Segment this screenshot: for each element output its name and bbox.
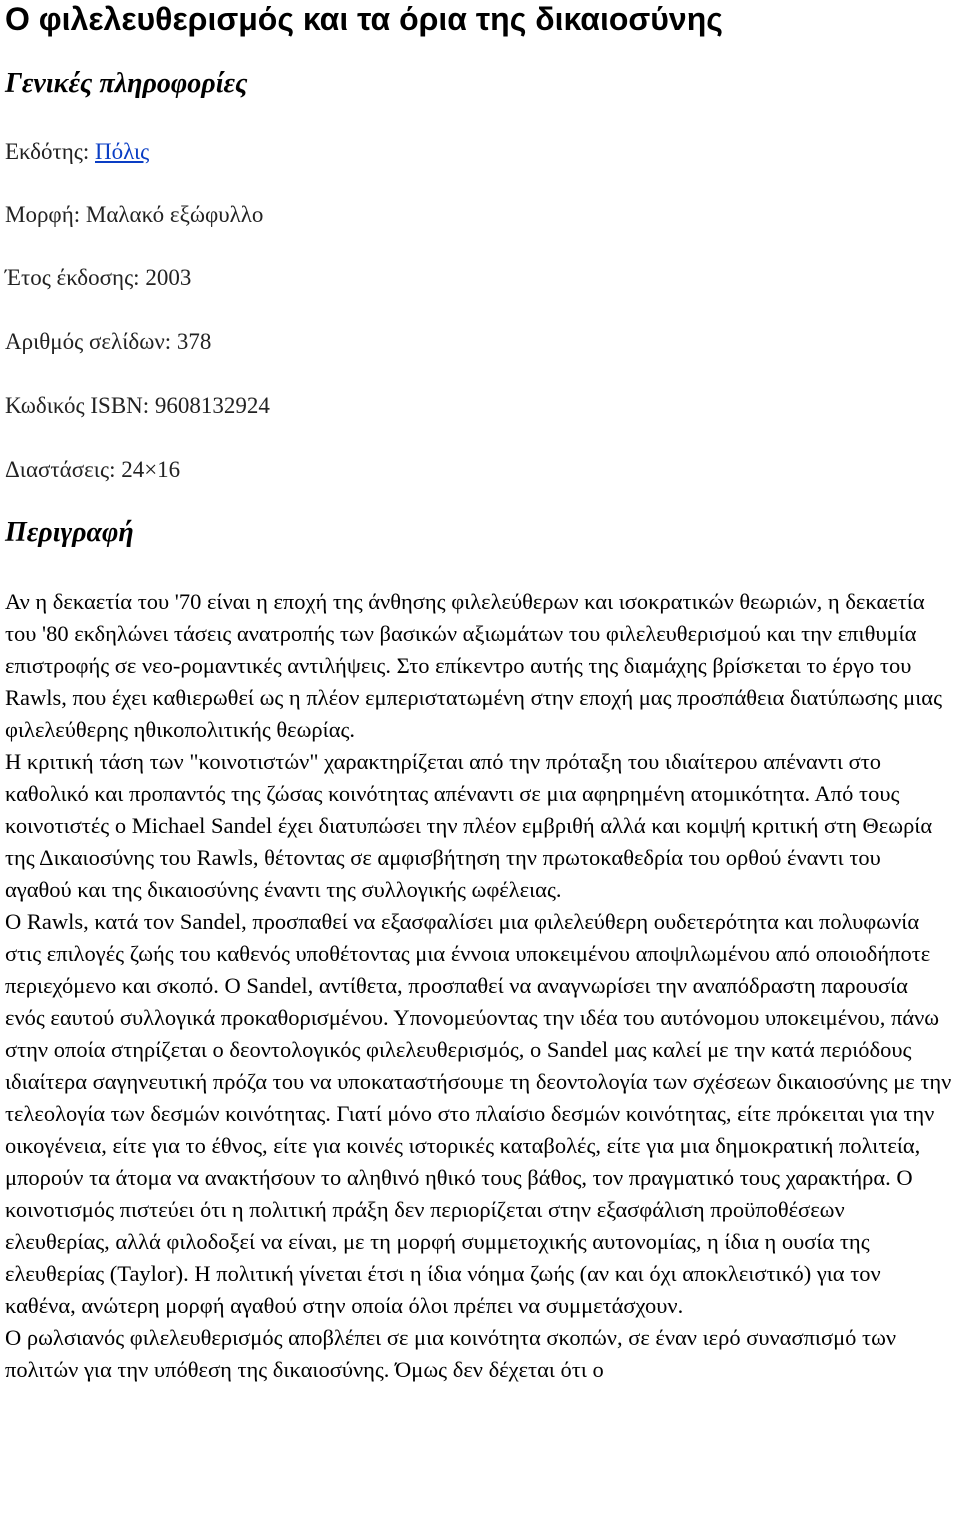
description-heading: Περιγραφή (5, 517, 134, 548)
description-paragraph: Ο ρωλσιανός φιλελευθερισμός αποβλέπει σε μια κοινότητα σκοπών, σε έναν ιερό συνασπισμό των πολιτών για την υπόθεση της δικαιοσύνης. Όμως δεν δέχεται ότι ο (5, 1325, 897, 1382)
publisher-line (5, 138, 149, 166)
description-paragraph: Η κριτική τάση των "κοινοτιστών" χαρακτηρίζεται από την πρόταξη του ιδιαίτερου απέναντι στο καθολικό και προπαντός της ζώσας κοινότητας απέναντι σε μια αφηρημένη ατομικότητα. Από τους κοινοτιστές ο Michael Sandel έχει διατυπώσει την πλέον εμβριθή αλλά και κομψή κριτική στη Θεωρία της Δικαιοσύνης του Rawls, θέτοντας σε αμφισβήτηση την πρωτοκαθεδρία του ορθού έναντι του αγαθού και της δικαιοσύνης έναντι της συλλογικής ωφέλειας. (5, 749, 933, 902)
description-paragraph: Ο Rawls, κατά τον Sandel, προσπαθεί να εξασφαλίσει μια φιλελεύθερη ουδετερότητα και πολυφωνία στις επιλογές ζωής του καθενός υποθέτοντας μια έννοια υποκειμένου αποψιλωμένου από οποιοδήποτε περιεχόμενο και σκοπό. Ο Sandel, αντίθετα, προσπαθεί να αναγνωρίσει την αναπόδραστη παρουσία ενός εαυτού συλλογικά προκαθορισμένου. Υπονομεύοντας την ιδέα του αυτόνομου υποκειμένου, πάνω στην οποία στηρίζεται ο δεοντολογικός φιλελευθερισμός, ο Sandel μας καλεί με την κατά περιόδους ιδιαίτερα σαγηνευτική πρόζα του να υποκαταστήσουμε τη δεοντολογία των σχέσεων δικαιοσύνης με την τελεολογία των δεσμών κοινότητας. Γιατί μόνο στο πλαίσιο δεσμών κοινότητας, είτε πρόκειται για την οικογένεια, είτε για το έθνος, είτε για κοινές ιστορικές καταβολές, είτε για μια δημοκρατική πολιτεία, μπορούν τα άτομα να ανακτήσουν το αληθινό ηθικό τους βάθος, τον πραγματικό τους χαρακτήρα. Ο κοινοτισμός πιστεύει ότι η πολιτική πράξη δεν περιορίζεται στην εξασφάλιση προϋποθέσεων ελευθερίας, αλλά φιλοδοξεί να είναι, με τη μορφή συμμετοχικής αυτονομίας, η ίδια η ουσία της ελευθερίας (Taylor). Η πολιτική γίνεται έτσι η ίδια νόημα ζωής (αν και όχι αποκλειστικό) για τον καθένα, ανώτερη μορφή αγαθού στην οποία όλοι πρέπει να συμμετάσχουν. (5, 909, 952, 1318)
description-paragraph: Αν η δεκαετία του '70 είναι η εποχή της άνθησης φιλελεύθερων και ισοκρατικών θεωριών, η δεκαετία του '80 εκδηλώνει τάσεις ανατροπής των βασικών αξιωμάτων του φιλελευθερισμού και την επιθυμία επιστροφής σε νεο-ρομαντικές αντιλήψεις. Στο επίκεντρο αυτής της διαμάχης βρίσκεται το έργο του Rawls, που έχει καθιερωθεί ως η πλέον εμπεριστατωμένη στην εποχή μας προσπάθεια διατύπωσης μιας φιλελεύθερης ηθικοπολιτικής θεωρίας. (5, 589, 942, 742)
general-info-heading: Γενικές πληροφορίες (5, 68, 248, 99)
publisher-link[interactable]: Πόλις (95, 139, 150, 164)
document-page (5, 0, 953, 1382)
book-title: Ο φιλελευθερισμός και τα όρια της δικαιοσύνης (5, 1, 723, 37)
format-line: Μορφή: Μαλακό εξώφυλλο (5, 202, 264, 227)
pages-line: Αριθμός σελίδων: 378 (5, 329, 212, 354)
isbn-line: Κωδικός ISBN: 9608132924 (5, 393, 270, 418)
year-line: Έτος έκδοσης: 2003 (5, 265, 192, 290)
description-body (5, 586, 953, 1532)
publisher-label: Εκδότης: (5, 139, 95, 164)
dimensions-line: Διαστάσεις: 24×16 (5, 457, 181, 482)
